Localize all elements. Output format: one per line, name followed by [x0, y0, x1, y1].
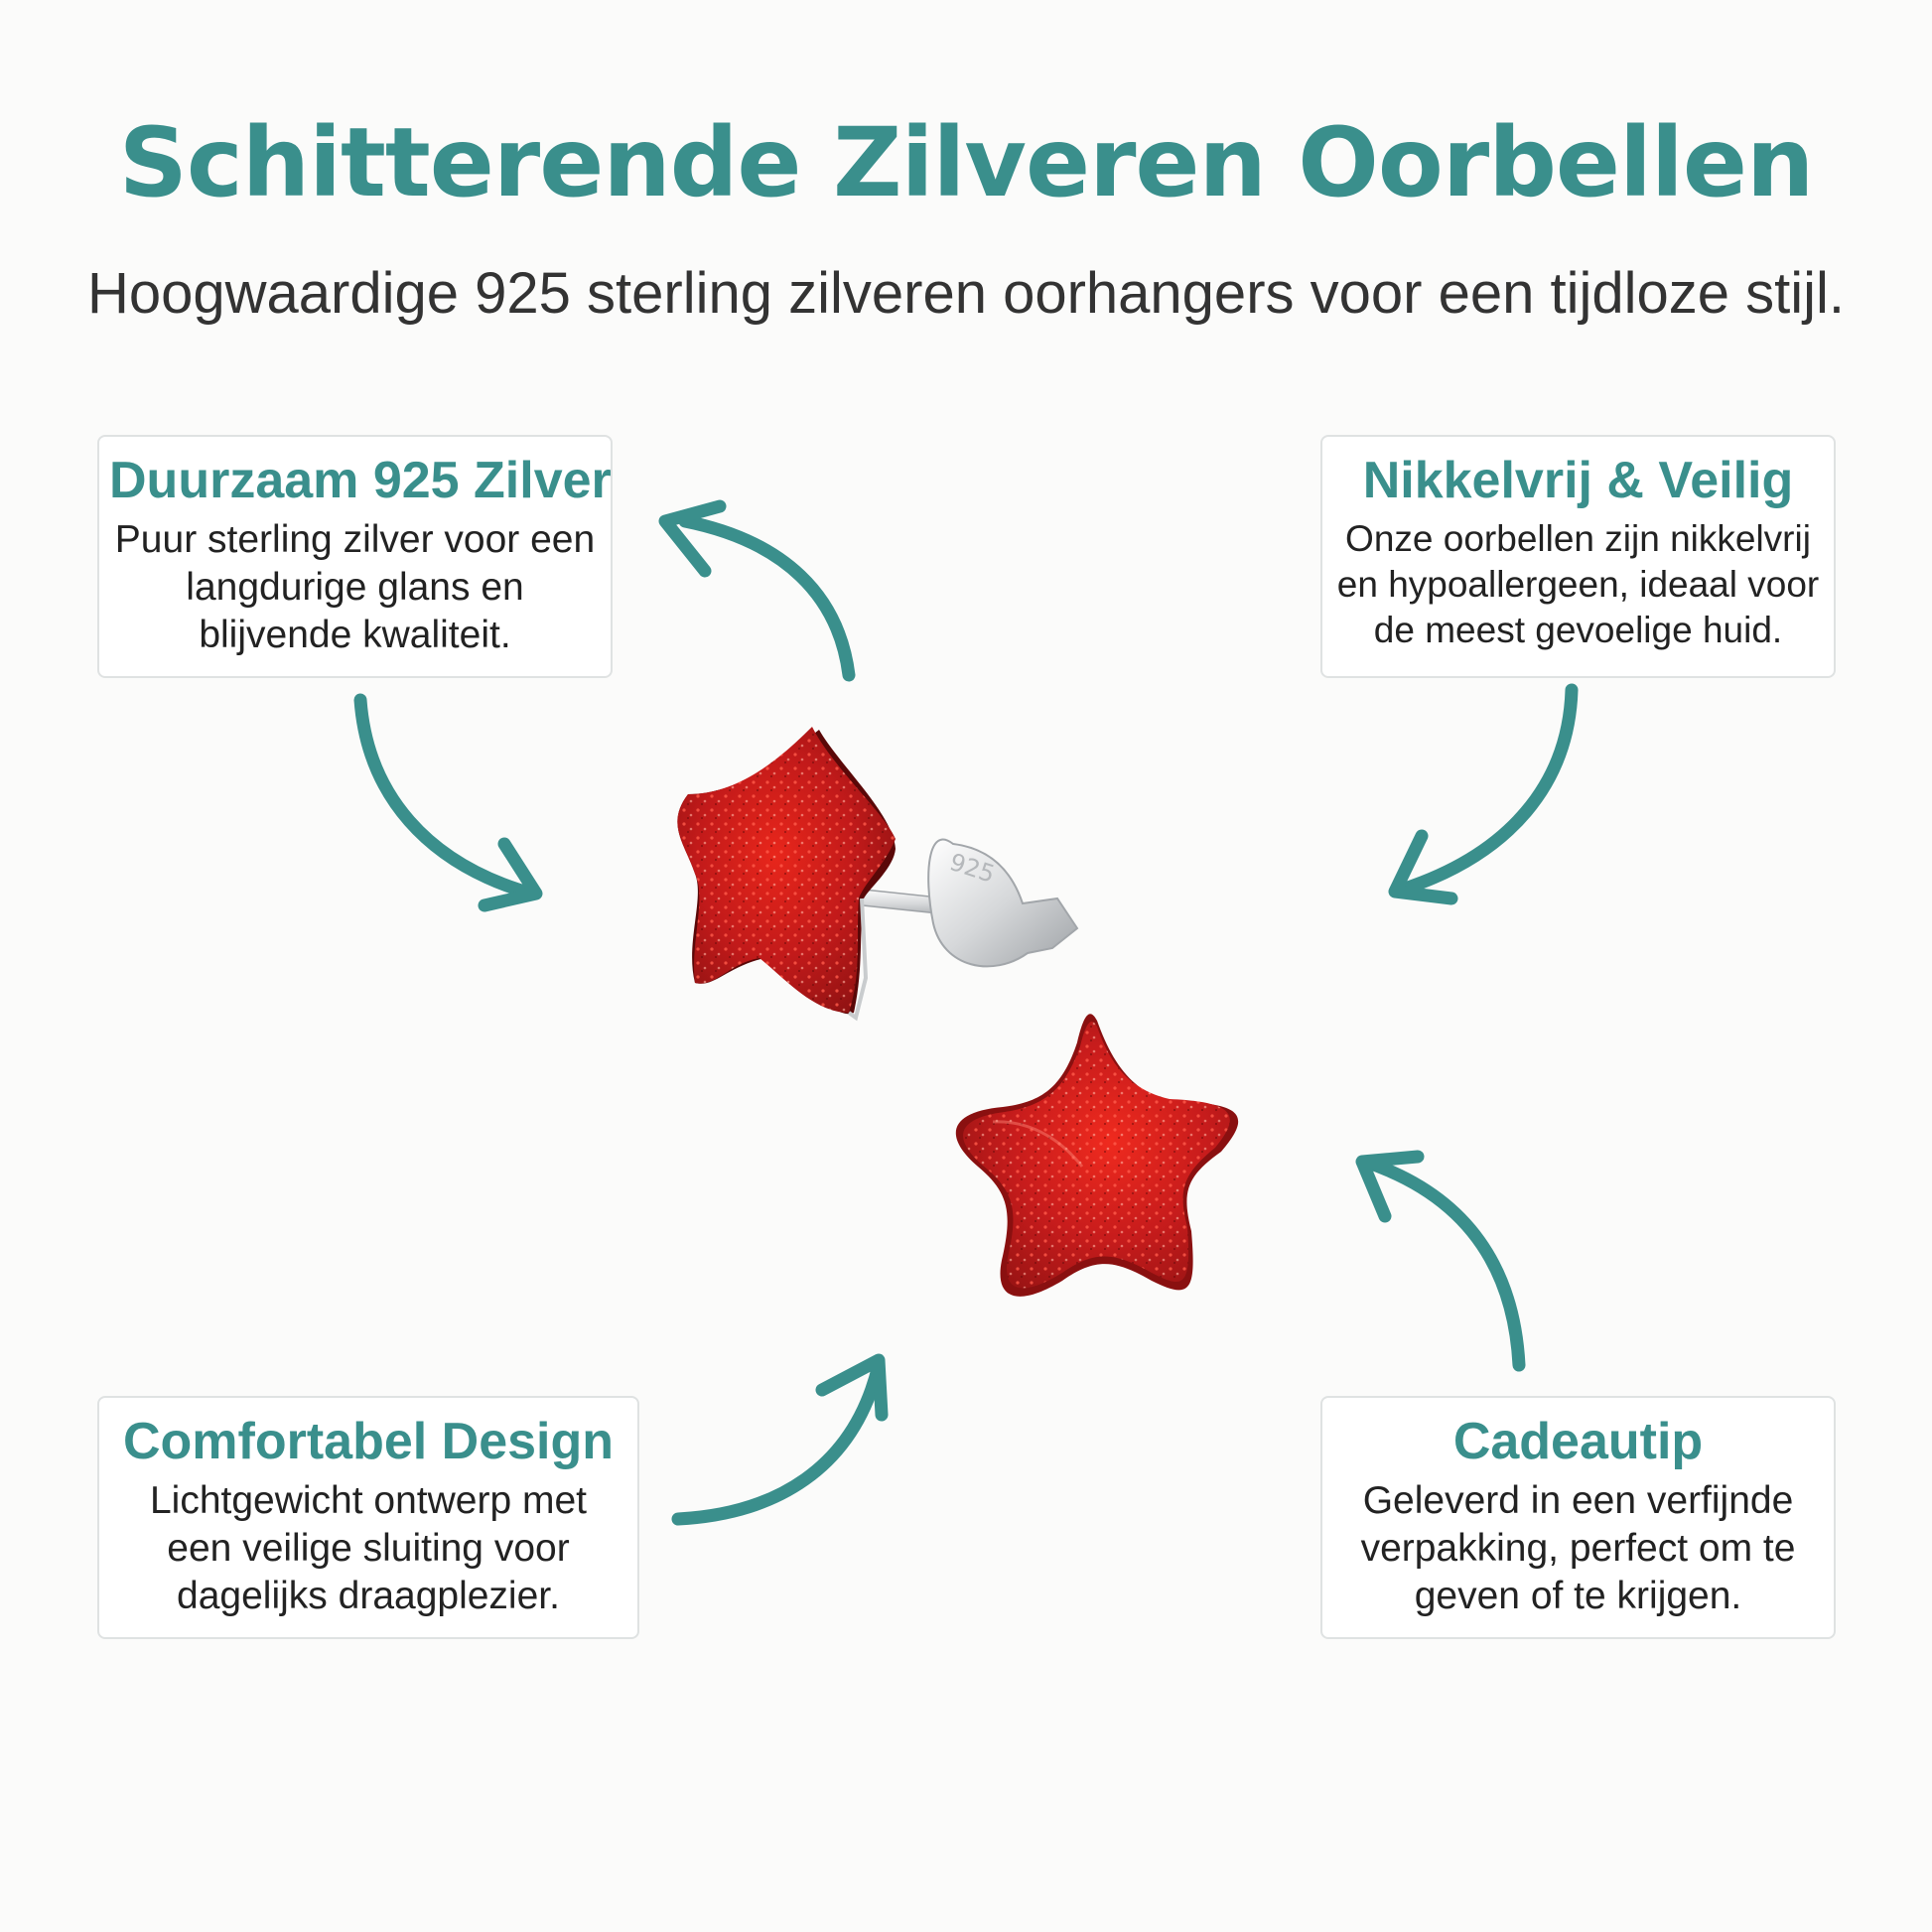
feature-line: Lichtgewicht ontwerp met [149, 1479, 588, 1522]
feature-line: de meest gevoelige huid. [1373, 610, 1783, 650]
feature-line: Geleverd in een verfijnde [1362, 1479, 1794, 1522]
star-earring-upper [677, 727, 896, 1018]
star-earring-lower [956, 1014, 1238, 1297]
feature-card-silver [97, 435, 613, 678]
feature-title: Duurzaam 925 Zilver [109, 452, 612, 509]
feature-description [109, 1477, 627, 1620]
feature-line: langdurige glans en [186, 566, 524, 609]
feature-title: Comfortabel Design [122, 1413, 615, 1470]
feature-line: verpakking, perfect om te [1360, 1527, 1796, 1570]
feature-title: Nikkelvrij & Veilig [1362, 452, 1794, 509]
feature-description [1332, 516, 1824, 653]
feature-line: en hypoallergeen, ideaal voor [1336, 564, 1820, 605]
feature-description [109, 516, 601, 659]
feature-card-design [97, 1396, 639, 1639]
page-subtitle: Hoogwaardige 925 sterling zilveren oorhangers voor een tijdloze stijl. [87, 261, 1845, 326]
feature-line: Puur sterling zilver voor een [114, 518, 596, 561]
silver-stamp: 925 [946, 848, 999, 889]
feature-line: een veilige sluiting voor [167, 1527, 570, 1570]
feature-line: Onze oorbellen zijn nikkelvrij [1345, 518, 1811, 559]
page-title: Schitterende Zilveren Oorbellen [118, 107, 1814, 218]
feature-card-gift [1320, 1396, 1836, 1639]
feature-line: blijvende kwaliteit. [199, 614, 511, 656]
feature-line: geven of te krijgen. [1414, 1575, 1742, 1617]
feature-card-nickel-free [1320, 435, 1836, 678]
feature-title: Cadeautip [1452, 1413, 1704, 1470]
feature-line: dagelijks draagplezier. [177, 1575, 560, 1617]
feature-description [1332, 1477, 1824, 1620]
